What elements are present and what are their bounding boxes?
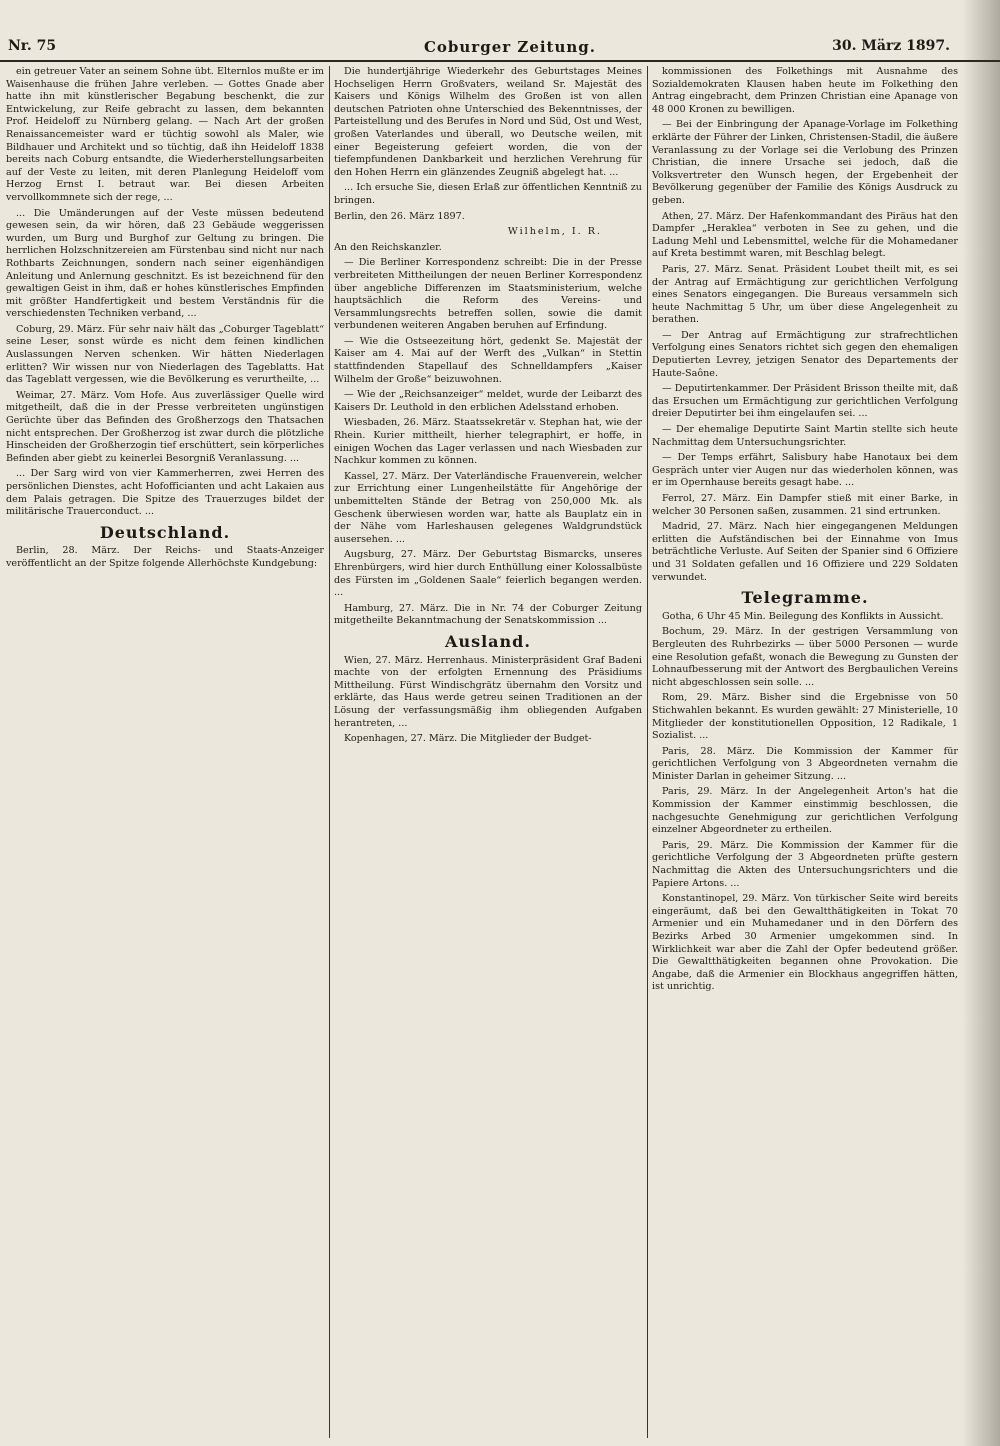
article-paragraph: Madrid, 27. März. Nach hier eingegangenen Meldungen erlitten die Aufständischen bei der Einnahme von Imus beträchtliche Verluste. Auf Seiten der Spanier sind 6 Offiziere und 31 Soldaten gefallen und 16 Offiziere und 229 Soldaten verwundet. — [652, 521, 958, 583]
signature: Wilhelm, I. R. — [507, 226, 602, 238]
issue-date: 30. März 1897. — [832, 38, 950, 54]
addressee: An den Reichskanzler. — [334, 241, 442, 253]
newspaper-title: Coburger Zeitung. — [423, 38, 597, 56]
article-paragraph: — Die Berliner Korrespondenz schreibt: Die in der Presse verbreiteten Mittheilungen der neuen Berliner Korrespondenz über angebliche Differenzen im Staatsministerium, welche hauptsächlich die Reform des Vereins- und Versammlungsrechts betreffen sollen, sowie die damit verbundenen weiteren Angaben beruhen auf Erfindung. — [334, 257, 642, 332]
article-paragraph: — Wie die Ostseezeitung hört, gedenkt Se. Majestät der Kaiser am 4. Mai auf der Werft des „Vulkan“ in Stettin stattfindenden Stapellauf des Schnelldampfers „Kaiser Wilhelm der Große“ beizuwohnen. — [334, 335, 642, 385]
section-heading-telegramme: Telegramme. — [741, 588, 869, 608]
page-gutter-shadow — [962, 0, 1000, 1446]
article-paragraph: ... Ich ersuche Sie, diesen Erlaß zur öffentlichen Kenntniß zu bringen. — [334, 182, 642, 206]
article-paragraph: Konstantinopel, 29. März. Von türkischer Seite wird bereits eingeräumt, daß bei den Gewaltthätigkeiten in Tokat 70 Armenier und ein Muhamedaner und in den Dörfern des Bezirks Arbed 30 Armenier umgekommen sind. In Wirklichkeit war aber die Zahl der Opfer bedeutend größer. Die Gewaltthätigkeiten begannen ohne Provokation. Die Angabe, daß die Armenier ein Blockhaus angegriffen hätten, ist unrichtig. — [652, 893, 958, 993]
article-paragraph: ... Die Umänderungen auf der Veste müssen bedeutend gewesen sein, da wir hören, daß 23 Gebäude weggerissen wurden, um Burg und Burghof zur Geltung zu bringen. Die herrlichen Holzschnitzereien am Fürstenbau sind nicht nur nach Rothbarts Zeichnungen, sondern nach seiner eigenhändigen Anleitung und Anlernung geschnitzt. Es ist bezeichnend für den gewaltigen Geist in ihm, daß er hohes künstlerisches Empfinden mit größter Handfertigkeit und bestem Verständnis für die verschiedensten Techniken verband, ... — [6, 207, 324, 320]
article-paragraph: ein getreuer Vater an seinem Sohne übt. Elternlos mußte er im Waisenhause die frühen Jahre verleben. — Gottes Gnade aber hatte ihn mit künstlerischer Begabung beschenkt, die zur Entwickelung, zur Reife gebracht zu lassen, dem bekannten Prof. Heideloff zu Nürnberg gelang. — Nach Art der großen Renaissancemeister ward er tüchtig sowohl als Maler, wie Bildhauer und Architekt und so tüchtig, daß ihn Heideloff 1838 bereits nach Coburg entsandte, die Wiederherstellungsarbeiten auf der Veste zu leiten, mit deren Planlegung Heideloff vom Herzog Ernst I. betraut war. Bei diesen Arbeiten vervollkommnete sich der rege, ... — [6, 66, 324, 203]
article-paragraph: — Bei der Einbringung der Apanage-Vorlage im Folkething erklärte der Führer der Linken, Christensen-Stadil, die äußere Veranlassung zu der Vorlage sei die Verlobung des Prinzen Christian, die innere Ursache sei jedoch, daß die Volksvertreter den Wunsch hegen, der Ergebenheit der Bevölkerung gegenüber der Familie des Königs Ausdruck zu geben. — [652, 119, 958, 206]
column-1 — [6, 66, 324, 1438]
masthead — [0, 0, 1000, 62]
article-paragraph: Hamburg, 27. März. Die in Nr. 74 der Coburger Zeitung mitgetheilte Bekanntmachung der Senatskommission ... — [334, 602, 642, 627]
article-paragraph: — Der Antrag auf Ermächtigung zur strafrechtlichen Verfolgung eines Senators richtet sich gegen den ehemaligen Deputierten Levrey, jetzigen Senator des Departements der Haute-Saône. — [652, 329, 958, 379]
article-paragraph: — Deputirtenkammer. Der Präsident Brisson theilte mit, daß das Ersuchen um Ermächtigung zur gerichtlichen Verfolgung dreier Deputirter bei ihm eingelaufen sei. ... — [652, 383, 958, 420]
article-paragraph: Ferrol, 27. März. Ein Dampfer stieß mit einer Barke, in welcher 30 Personen saßen, zusammen. 21 sind ertrunken. — [652, 493, 958, 517]
article-paragraph: Die hundertjährige Wiederkehr des Geburtstages Meines Hochseligen Herrn Großvaters, weiland Sr. Majestät des Kaisers und Königs Wilhelm des Großen ist von allen deutschen Patrioten ohne Unterschied des Bekenntnisses, der Parteistellung und des Berufes in Nord und Süd, Ost und West, großen Vaterlandes und überall, wo Deutsche weilen, mit einer Begeisterung gefeiert worden, die von der tiefempfundenen Dankbarkeit und herzlichen Verehrung für den Hohen Herrn ein glänzendes Zeugniß abgelegt hat. ... — [334, 66, 642, 178]
article-paragraph: kommissionen des Folkethings mit Ausnahme des Sozialdemokraten Klausen haben heute im Folkething den Antrag eingebracht, dem Prinzen Christian eine Apanage von 48 000 Kronen zu bewilligen. — [652, 66, 958, 115]
section-heading-deutschland: Deutschland. — [99, 522, 231, 542]
article-paragraph: Augsburg, 27. März. Der Geburtstag Bismarcks, unseres Ehrenbürgers, wird hier durch Enthüllung einer Kolossalbüste des Fürsten im „Goldenen Saale“ feierlich begangen werden. ... — [334, 549, 642, 599]
article-paragraph: Athen, 27. März. Der Hafenkommandant des Piräus hat den Dampfer „Heraklea“ verboten in See zu gehen, und die Ladung Mehl und Lebensmittel, welche für die Mohamedaner auf Kreta bestimmt waren, mit Beschlag belegt. — [652, 210, 958, 260]
article-paragraph: Coburg, 29. März. Für sehr naiv hält das „Coburger Tageblatt“ seine Leser, sonst würde es nicht dem feinen kindlichen Auslassungen Nerven schenken. Wir hätten Niederlagen erlitten? Wir wissen nur von Niederlagen des Tageblatts. Hat das Tageblatt vergessen, wie die Bevölkerung es verurtheilte, ... — [6, 323, 324, 386]
dateline: Berlin, den 26. März 1897. — [334, 210, 465, 222]
article-paragraph: Kassel, 27. März. Der Vaterländische Frauenverein, welcher zur Errichtung einer Lungenheilstätte für Angehörige der unbemittelten Stände der Betrag von 250,000 Mk. als Geschenk überwiesen worden war, hatte als Bauplatz ein in der Nähe vom Harleshausen gelegenes Waldgrundstück ausersehen. ... — [334, 470, 642, 545]
article-paragraph: Gotha, 6 Uhr 45 Min. Beilegung des Konflikts in Aussicht. — [662, 610, 944, 622]
article-paragraph: Kopenhagen, 27. März. Die Mitglieder der Budget- — [344, 733, 592, 745]
article-paragraph: Wien, 27. März. Herrenhaus. Ministerpräsident Graf Badeni machte von der erfolgten Ernennung des Präsidiums Mittheilung. Fürst Windischgrätz übernahm den Vorsitz und erklärte, das Haus werde getreu seinen Traditionen an der Lösung der verfassungsmäßig ihm obliegenden Aufgaben herantreten, ... — [334, 654, 642, 729]
column-rule-1 — [329, 66, 330, 1438]
column-2 — [334, 66, 642, 1438]
article-paragraph: Paris, 29. März. In der Angelegenheit Arton's hat die Kommission der Kammer einstimmig beschlossen, die nachgesuchte Genehmigung zur gerichtlichen Verfolgung einzelner Abgeordneter zu ertheilen. — [652, 786, 958, 836]
article-paragraph: ... Der Sarg wird von vier Kammerherren, zwei Herren des persönlichen Dienstes, acht Hofofficianten und acht Lakaien aus dem Palais getragen. Die Spitze des Trauerzuges bildet der militärische Trauerconduct. ... — [6, 468, 324, 518]
article-paragraph: — Der Temps erfährt, Salisbury habe Hanotaux bei dem Gespräch unter vier Augen nur das wiederholen können, was er im Opernhause bereits gesagt habe. ... — [652, 452, 958, 489]
article-paragraph: Paris, 28. März. Die Kommission der Kammer für gerichtlichen Verfolgung von 3 Abgeordneten vernahm die Minister Darlan in geheimer Sitzung. ... — [652, 745, 958, 782]
article-paragraph: — Der ehemalige Deputirte Saint Martin stellte sich heute Nachmittag dem Untersuchungsrichter. — [652, 424, 958, 448]
section-heading-ausland: Ausland. — [445, 631, 531, 651]
article-paragraph: Paris, 29. März. Die Kommission der Kammer für die gerichtliche Verfolgung der 3 Abgeordneten prüfte gestern Nachmittag die Akten des Untersuchungsrichters und die Papiere Artons. ... — [652, 839, 958, 889]
article-paragraph: Bochum, 29. März. In der gestrigen Versammlung von Bergleuten des Ruhrbezirks — über 5000 Personen — wurde eine Resolution gefaßt, wonach die Bewegung zu Gunsten der Lohnaufbesserung mit der Antwort des Bergbaulichen Vereins nicht abgeschlossen sein solle. ... — [652, 626, 958, 688]
column-3 — [652, 66, 958, 1438]
article-paragraph: Weimar, 27. März. Vom Hofe. Aus zuverlässiger Quelle wird mitgetheilt, daß die in der Presse verbreiteten ungünstigen Gerüchte über das Befinden des Großherzogs den Thatsachen nicht entsprechen. Der Großherzog ist zwar durch die plötzliche Hinscheiden der Großherzogin tief erschüttert, sein körperliches Befinden aber giebt zu keinerlei Besorgniß Veranlassung. ... — [6, 389, 324, 464]
article-paragraph: — Wie der „Reichsanzeiger“ meldet, wurde der Leibarzt des Kaisers Dr. Leuthold in den erblichen Adelsstand erhoben. — [334, 389, 642, 413]
column-rule-2 — [647, 66, 648, 1438]
article-paragraph: Paris, 27. März. Senat. Präsident Loubet theilt mit, es sei der Antrag auf Ermächtigung zur gerichtlichen Verfolgung eines Senators eingegangen. Die Bureaus versammeln sich heute Nachmittag 5 Uhr, um über diese Angelegenheit zu berathen. — [652, 263, 958, 326]
article-paragraph: Berlin, 28. März. Der Reichs- und Staats-Anzeiger veröffentlicht an der Spitze folgende Allerhöchste Kundgebung: — [6, 545, 324, 569]
article-paragraph: Rom, 29. März. Bisher sind die Ergebnisse von 50 Stichwahlen bekannt. Es wurden gewählt: 27 Ministerielle, 10 Mitglieder der konstitutionellen Opposition, 12 Radikale, 1 Sozialist. ... — [652, 692, 958, 742]
article-paragraph: Wiesbaden, 26. März. Staatssekretär v. Stephan hat, wie der Rhein. Kurier mittheilt, hierher telegraphirt, er hoffe, in einigen Wochen das Lager verlassen und nach Wiesbaden zur Nachkur kommen zu können. — [334, 417, 642, 467]
issue-number: Nr. 75 — [8, 38, 57, 54]
